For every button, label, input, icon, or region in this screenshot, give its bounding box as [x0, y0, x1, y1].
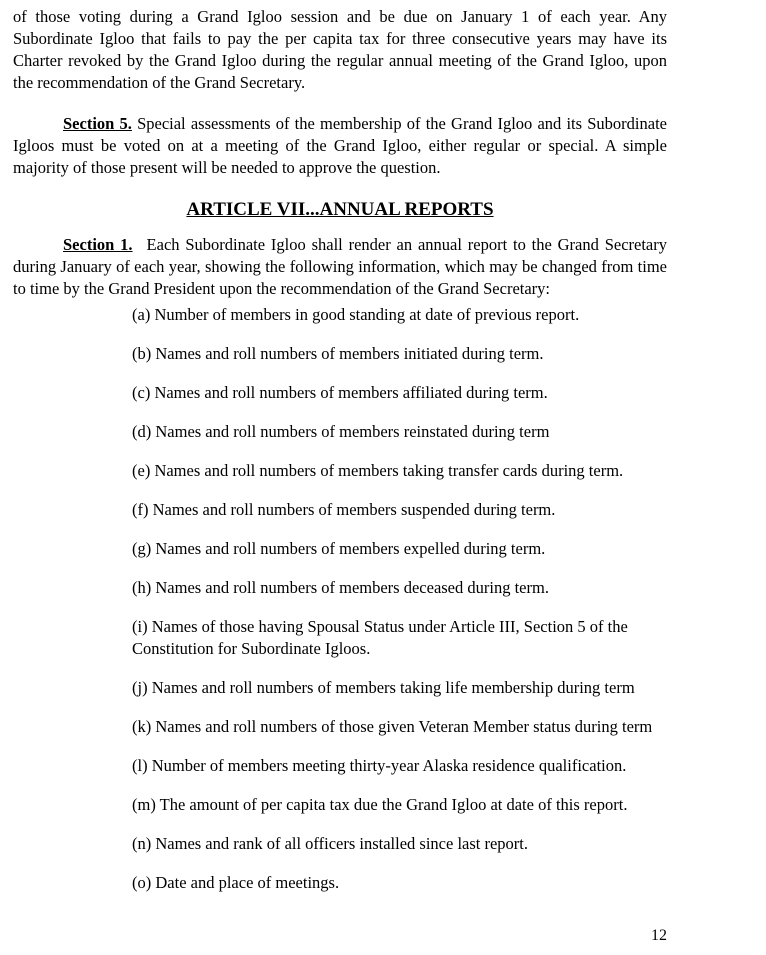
list-item-i: (i) Names of those having Spousal Status under Article III, Section 5 of the Constitution for Subordinate Igloos.	[132, 617, 628, 658]
list-item-l: (l) Number of members meeting thirty-year Alaska residence qualification.	[132, 756, 627, 775]
section-5-label: Section 5.	[63, 114, 132, 133]
list-item-b: (b) Names and roll numbers of members initiated during term.	[132, 344, 544, 363]
list-item-a: (a) Number of members in good standing at date of previous report.	[132, 305, 580, 324]
list-item-m: (m) The amount of per capita tax due the Grand Igloo at date of this report.	[132, 795, 628, 814]
list-item-f: (f) Names and roll numbers of members suspended during term.	[132, 500, 556, 519]
section-1-label: Section 1.	[63, 235, 133, 254]
section-1-paragraph	[13, 234, 667, 300]
section-5-paragraph	[13, 113, 667, 179]
intro-paragraph: of those voting during a Grand Igloo session and be due on January 1 of each year. Any Subordinate Igloo that fails to pay the per capita tax for three consecutive years may have its Charter revoked by the Grand Igloo during the regular annual meeting of the Grand Igloo, upon the recommendation of the Grand Secretary.	[13, 7, 667, 92]
article-heading-text: ARTICLE VII...ANNUAL REPORTS	[186, 199, 494, 220]
list-item-o: (o) Date and place of meetings.	[132, 873, 340, 892]
list-item-d: (d) Names and roll numbers of members reinstated during term	[132, 422, 550, 441]
article-heading	[13, 198, 667, 222]
list-item-n: (n) Names and rank of all officers installed since last report.	[132, 834, 529, 853]
list-item-c: (c) Names and roll numbers of members affiliated during term.	[132, 383, 548, 402]
list-item-h: (h) Names and roll numbers of members deceased during term.	[132, 578, 549, 597]
list-item-k: (k) Names and roll numbers of those given Veteran Member status during term	[132, 717, 653, 736]
list-item-g: (g) Names and roll numbers of members expelled during term.	[132, 539, 546, 558]
page-number: 12	[651, 927, 667, 944]
section-1-text: Each Subordinate Igloo shall render an annual report to the Grand Secretary during January of each year, showing the following information, which may be changed from time to time by the Grand President upon the recommendation of the Grand Secretary:	[13, 235, 667, 298]
list-item-e: (e) Names and roll numbers of members taking transfer cards during term.	[132, 461, 624, 480]
report-items-list	[132, 304, 667, 894]
section-5-text: Special assessments of the membership of the Grand Igloo and its Subordinate Igloos must be voted on at a meeting of the Grand Igloo, either regular or special. A simple majority of those present will be needed to approve the question.	[13, 114, 667, 177]
list-item-j: (j) Names and roll numbers of members taking life membership during term	[132, 678, 635, 697]
